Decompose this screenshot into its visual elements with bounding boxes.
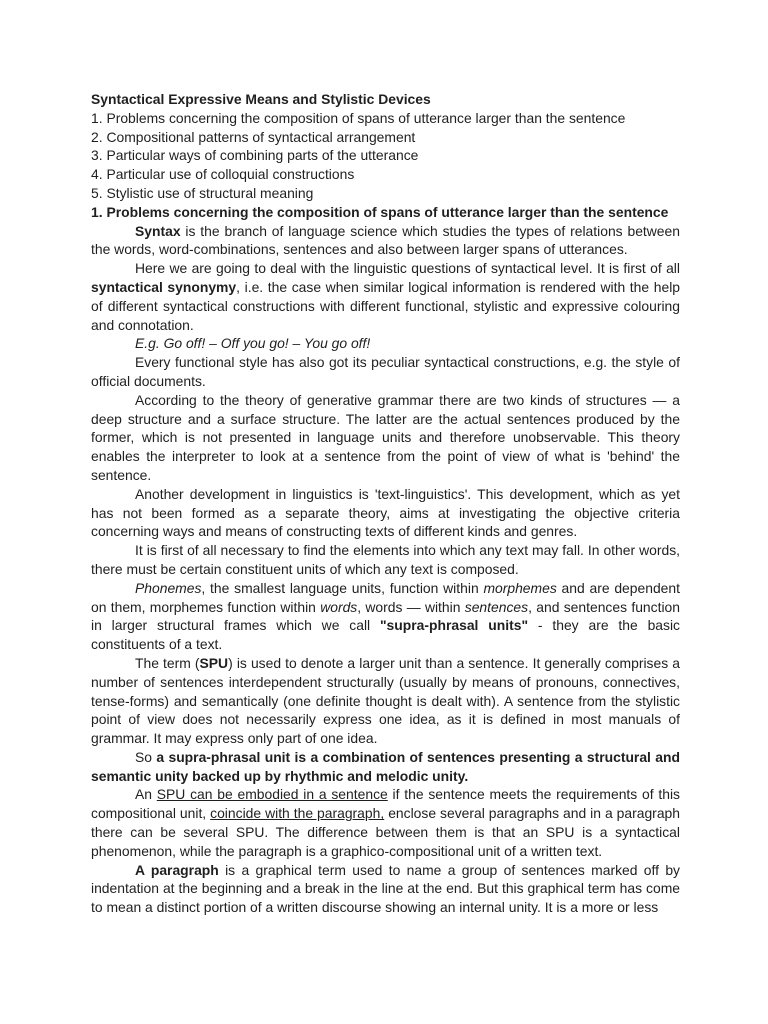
paragraph-text: enclose several paragraphs and in a paragraph there can be several SPU. The difference between them is that an SPU is a syntactical phenomenon, while the paragraph is a graphico-compositional unit of a written text.: [91, 805, 680, 859]
paragraph-text: and are dependent on them, morphemes function within: [91, 579, 680, 615]
example-line: E.g. Go off! – Off you go! – You go off!: [135, 335, 371, 352]
paragraph-spu-definition: [91, 748, 680, 786]
term-morphemes: morphemes: [483, 579, 557, 596]
paragraph-text-linguistics: Another development in linguistics is 'text-linguistics'. This development, which as yet has not been formed as a separate theory, aims at investigating the objective criteria concerning ways and means of constructing texts of different kinds and genres.: [91, 485, 680, 540]
toc-item: 3. Particular ways of combining parts of the utterance: [91, 147, 419, 164]
paragraph-syntax: [91, 222, 680, 260]
paragraph-text: , the smallest language units, function within: [201, 579, 484, 596]
toc-item: 5. Stylistic use of structural meaning: [91, 184, 314, 201]
paragraph-text: is the branch of language science which studies the types of relations between the words, word-combinations, sentences and also between larger spans of utterances.: [91, 222, 680, 258]
term-syntax: Syntax: [135, 222, 181, 239]
paragraph-spu-term: [91, 654, 680, 748]
term-words: words: [320, 598, 358, 615]
paragraph-text: is a graphical term used to name a group of sentences marked off by indentation at the beginning and a break in the line at the end. But this graphical term has come to mean a distinct portion of a written discourse showing an internal unity. It is a more or less: [91, 861, 680, 916]
paragraph-text: So: [135, 748, 157, 765]
term-spu: SPU: [199, 654, 229, 671]
spu-definition: a supra-phrasal unit is a combination of sentences presenting a structural and semantic unity backed up by rhythmic and melodic unity.: [91, 748, 680, 784]
underlined-phrase: coincide with the paragraph,: [210, 805, 385, 822]
term-supra-phrasal-units: "supra-phrasal units": [379, 617, 529, 634]
paragraph-phonemes: [91, 579, 680, 654]
paragraph-generative-grammar: According to the theory of generative grammar there are two kinds of structures — a deep structure and a surface structure. The latter are the actual sentences produced by the former, which is not presented in language units and therefore unobservable. This theory enables the interpreter to look at a sentence from the point of view of what is 'behind' the sentence.: [91, 391, 680, 483]
paragraph-synonymy: [91, 259, 680, 334]
paragraph-a-paragraph: [91, 861, 680, 917]
section-heading: 1. Problems concerning the composition of spans of utterance larger than the sentence: [91, 203, 669, 220]
paragraph-text: Here we are going to deal with the linguistic questions of syntactical level. It is first of all: [135, 260, 680, 277]
underlined-phrase: SPU can be embodied in a sentence: [156, 786, 388, 803]
term-sentences: sentences: [464, 598, 529, 615]
paragraph-text: - they are the basic constituents of a text.: [91, 617, 680, 653]
term-syntactical-synonymy: syntactical synonymy: [91, 278, 237, 295]
term-a-paragraph: A paragraph: [135, 861, 219, 878]
toc-item: 2. Compositional patterns of syntactical arrangement: [91, 128, 416, 145]
document-title: Syntactical Expressive Means and Stylistic Devices: [91, 91, 431, 107]
toc-item: 4. Particular use of colloquial constructions: [91, 166, 355, 183]
paragraph-text: , and sentences function in larger structural frames which we call: [91, 598, 680, 634]
paragraph-functional-style: Every functional style has also got its peculiar syntactical constructions, e.g. the style of official documents.: [91, 354, 680, 389]
paragraph-text: The term (: [135, 654, 200, 671]
paragraph-spu-embodied: [91, 785, 680, 860]
paragraph-text: , i.e. the case when similar logical information is rendered with the help of different syntactical constructions with different functional, stylistic and expressive colouring and connotation.: [91, 278, 680, 333]
term-phonemes: Phonemes: [135, 579, 202, 596]
paragraph-text: if the sentence meets the requirements of this compositional unit,: [91, 786, 680, 822]
paragraph-constituent-units: It is first of all necessary to find the elements into which any text may fall. In other words, there must be certain constituent units of which any text is composed.: [91, 542, 680, 577]
paragraph-text: ) is used to denote a larger unit than a sentence. It generally comprises a number of sentences interdependent structurally (usually by means of pronouns, connectives, tense-forms) and semantically (one definite thought is dealt with). A sentence from the stylistic point of view does not necessarily express one idea, as it is defined in most manuals of grammar. It may express only part of one idea.: [91, 654, 680, 747]
toc-item: 1. Problems concerning the composition of spans of utterance larger than the sentence: [91, 109, 626, 126]
paragraph-text: An: [135, 786, 157, 803]
table-of-contents: [91, 109, 680, 203]
paragraph-text: , words — within: [357, 598, 465, 615]
